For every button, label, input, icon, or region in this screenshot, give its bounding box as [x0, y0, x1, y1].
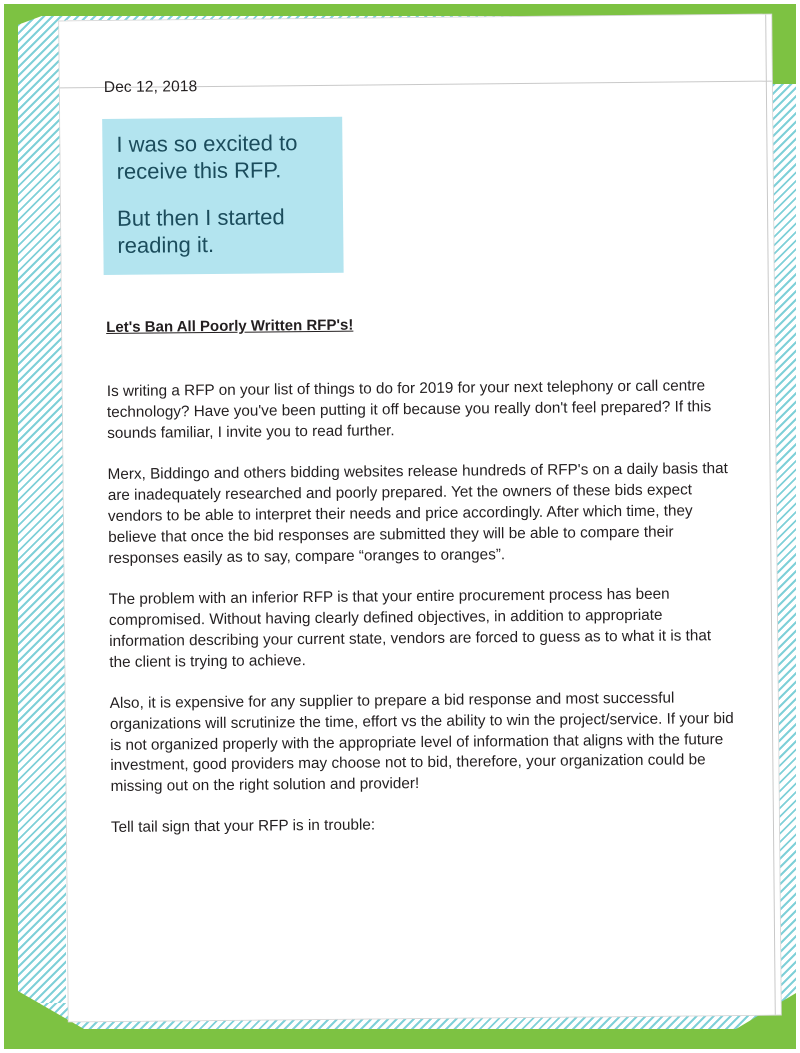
pull-quote-line-2: But then I started reading it. [116, 204, 285, 259]
body-paragraph-2: Merx, Biddingo and others bidding websites release hundreds of RFP's on a daily basis that are inadequately researched and poorly prepared. Yet the owners of these bids expect vendors to be able to interpret their needs and price accordingly. After which time, they believe that once the bid responses are submitted they will be able to compare their responses easily as to say, compare “oranges to oranges”. [107, 460, 728, 567]
border-accent-left [4, 4, 18, 1049]
body-paragraph-5: Tell tail sign that your RFP is in trouble: [110, 816, 376, 837]
page-sheet [59, 15, 781, 1022]
document-date: Dec 12, 2018 [103, 78, 198, 97]
page-title: Let's Ban All Poorly Written RFP's! [106, 316, 354, 337]
pull-quote-block [102, 117, 343, 275]
border-accent-top [18, 4, 796, 16]
pull-quote-line-1: I was so excited to receive this RFP. [116, 130, 298, 184]
body-paragraph-1: Is writing a RFP on your list of things to do for 2019 for your next telephony or call centre technology? Have you've been putting it off because you really don't feel prepared? If this sounds familiar, I invite you to read further. [106, 377, 712, 443]
document-content [102, 73, 737, 839]
body-paragraph-4: Also, it is expensive for any supplier to prepare a bid response and most successful organizations will scrutinize the time, effort vs the ability to win the project/service. If your bid is not organized properly with the appropriate level of information that aligns with the future investment, good providers may choose not to bid, therefore, your organization could be missing out on the right solution and provider! [109, 689, 734, 796]
border-accent-bottom [4, 1029, 796, 1049]
body-paragraph-3: The problem with an inferior RFP is that your entire procurement process has been compromised. Without having clearly defined objectives, in addition to appropriate information describing your current state, vendors are forced to guess as to what it is that the client is trying to achieve. [108, 585, 712, 671]
page-sheet-surface [59, 15, 781, 1022]
